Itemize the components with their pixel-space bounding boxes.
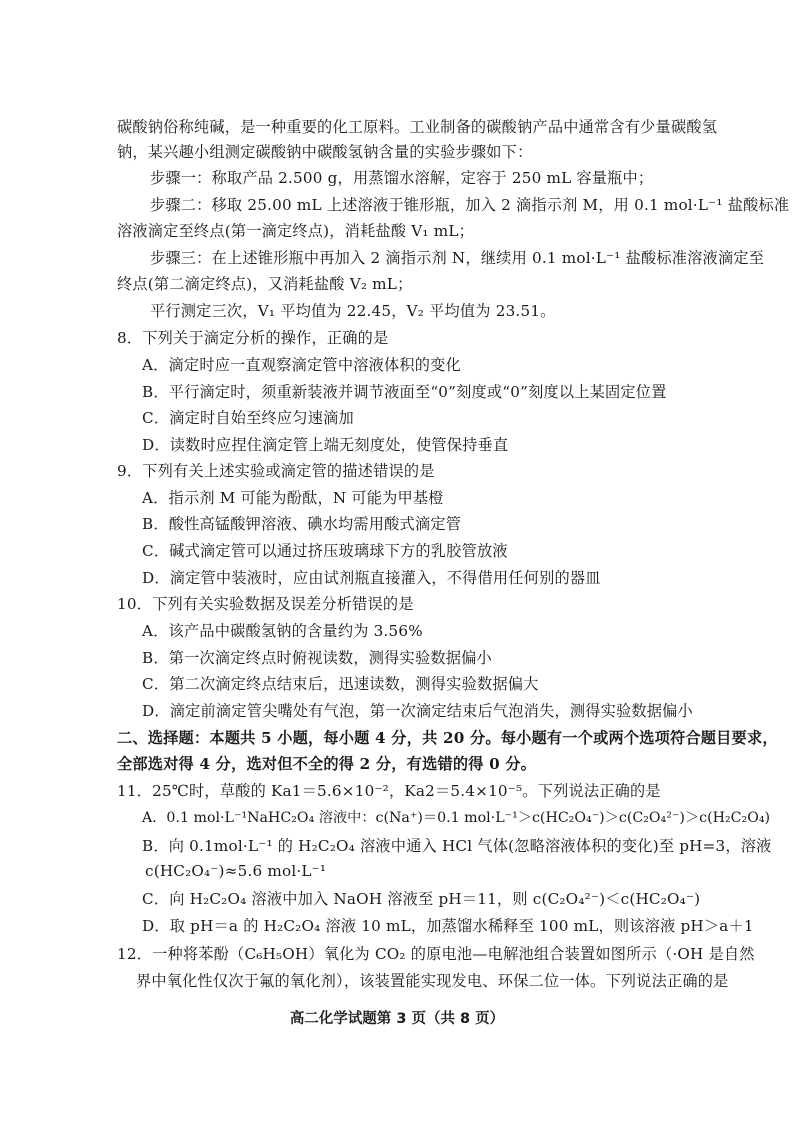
step-three-line-2: 终点(第二滴定终点)，又消耗盐酸 V₂ mL； (117, 275, 413, 293)
step-one: 步骤一：称取产品 2.500 g，用蒸馏水溶解，定容于 250 mL 容量瓶中； (150, 169, 654, 187)
question-11-option-c: C．向 H₂C₂O₄ 溶液中加入 NaOH 溶液至 pH＝11，则 c(C₂O₄²⁻)＜c(HC₂O₄⁻) (142, 890, 701, 908)
question-9-stem: 9．下列有关上述实验或滴定管的描述错误的是 (117, 462, 435, 480)
section-2-header-line-2: 全部选对得 4 分，选对但不全的得 2 分，有选错的得 0 分。 (117, 755, 537, 773)
question-8-option-d: D．读数时应捏住滴定管上端无刻度处，使管保持垂直 (142, 436, 509, 454)
question-11-option-b-line-1: B．向 0.1mol·L⁻¹ 的 H₂C₂O₄ 溶液中通入 HCl 气体(忽略溶液体积的变化)至 pH=3，溶液 (142, 837, 772, 855)
question-8-option-a: A．滴定时应一直观察滴定管中溶液体积的变化 (142, 356, 461, 374)
question-8-option-b: B．平行滴定时，须重新装液并调节液面至“0”刻度或“0”刻度以上某固定位置 (142, 383, 667, 401)
intro-line-1: 碳酸钠俗称纯碱，是一种重要的化工原料。工业制备的碳酸钠产品中通常含有少量碳酸氢 (117, 118, 718, 136)
section-2-header-line-1: 二、选择题：本题共 5 小题，每小题 4 分，共 20 分。每小题有一个或两个选项符合题目要求， (117, 729, 778, 747)
question-10-stem: 10．下列有关实验数据及误差分析错误的是 (117, 595, 414, 613)
question-8-option-c: C．滴定时自始至终应匀速滴加 (142, 409, 354, 427)
intro-line-2: 钠，某兴趣小组测定碳酸钠中碳酸氢钠含量的实验步骤如下： (117, 143, 533, 161)
step-two-line-2: 溶液滴定至终点(第一滴定终点)，消耗盐酸 V₁ mL； (117, 222, 475, 240)
question-9-option-c: C．碱式滴定管可以通过挤压玻璃球下方的乳胶管放液 (142, 542, 508, 560)
average-values: 平行测定三次，V₁ 平均值为 22.45，V₂ 平均值为 23.51。 (150, 302, 556, 320)
question-11-option-a: A．0.1 mol·L⁻¹NaHC₂O₄ 溶液中：c(Na⁺)＝0.1 mol·L⁻¹＞c(HC₂O₄⁻)＞c(C₂O₄²⁻)＞c(H₂C₂O₄) (142, 810, 771, 826)
question-10-option-b: B．第一次滴定终点时俯视读数，测得实验数据偏小 (142, 649, 492, 667)
question-11-option-b-line-2: c(HC₂O₄⁻)≈5.6 mol·L⁻¹ (145, 862, 327, 880)
question-10-option-d: D．滴定前滴定管尖嘴处有气泡，第一次滴定结束后气泡消失，测得实验数据偏小 (142, 702, 693, 720)
question-9-option-d: D．滴定管中装液时，应由试剂瓶直接灌入，不得借用任何别的器皿 (142, 569, 601, 587)
question-11-option-d: D．取 pH＝a 的 H₂C₂O₄ 溶液 10 mL，加蒸馏水稀释至 100 mL，则该溶液 pH＞a＋1 (142, 917, 754, 935)
question-9-option-a: A．指示剂 M 可能为酚酞，N 可能为甲基橙 (142, 489, 444, 507)
question-8-stem: 8．下列关于滴定分析的操作，正确的是 (117, 329, 389, 347)
page-footer: 高二化学试题第 3 页（共 8 页） (289, 1011, 505, 1027)
step-three-line-1: 步骤三：在上述锥形瓶中再加入 2 滴指示剂 N，继续用 0.1 mol·L⁻¹ 盐酸标准溶液滴定至 (150, 249, 765, 267)
question-12-line-2: 界中氧化性仅次于氟的氧化剂），该装置能实现发电、环保二位一体。下列说法正确的是 (136, 972, 729, 990)
question-11-stem: 11．25℃时，草酸的 Ka1＝5.6×10⁻²，Ka2＝5.4×10⁻⁵。下列说法正确的是 (117, 782, 661, 800)
question-10-option-c: C．第二次滴定终点结束后，迅速读数，测得实验数据偏大 (142, 675, 539, 693)
step-two-line-1: 步骤二：移取 25.00 mL 上述溶液于锥形瓶，加入 2 滴指示剂 M，用 0.1 mol·L⁻¹ 盐酸标准 (150, 196, 790, 214)
question-9-option-b: B．酸性高锰酸钾溶液、碘水均需用酸式滴定管 (142, 515, 462, 533)
question-10-option-a: A．该产品中碳酸氢钠的含量约为 3.56% (142, 622, 423, 640)
question-12-line-1: 12．一种将苯酚（C₆H₅OH）氧化为 CO₂ 的原电池—电解池组合装置如图所示（·OH 是自然 (117, 945, 755, 963)
